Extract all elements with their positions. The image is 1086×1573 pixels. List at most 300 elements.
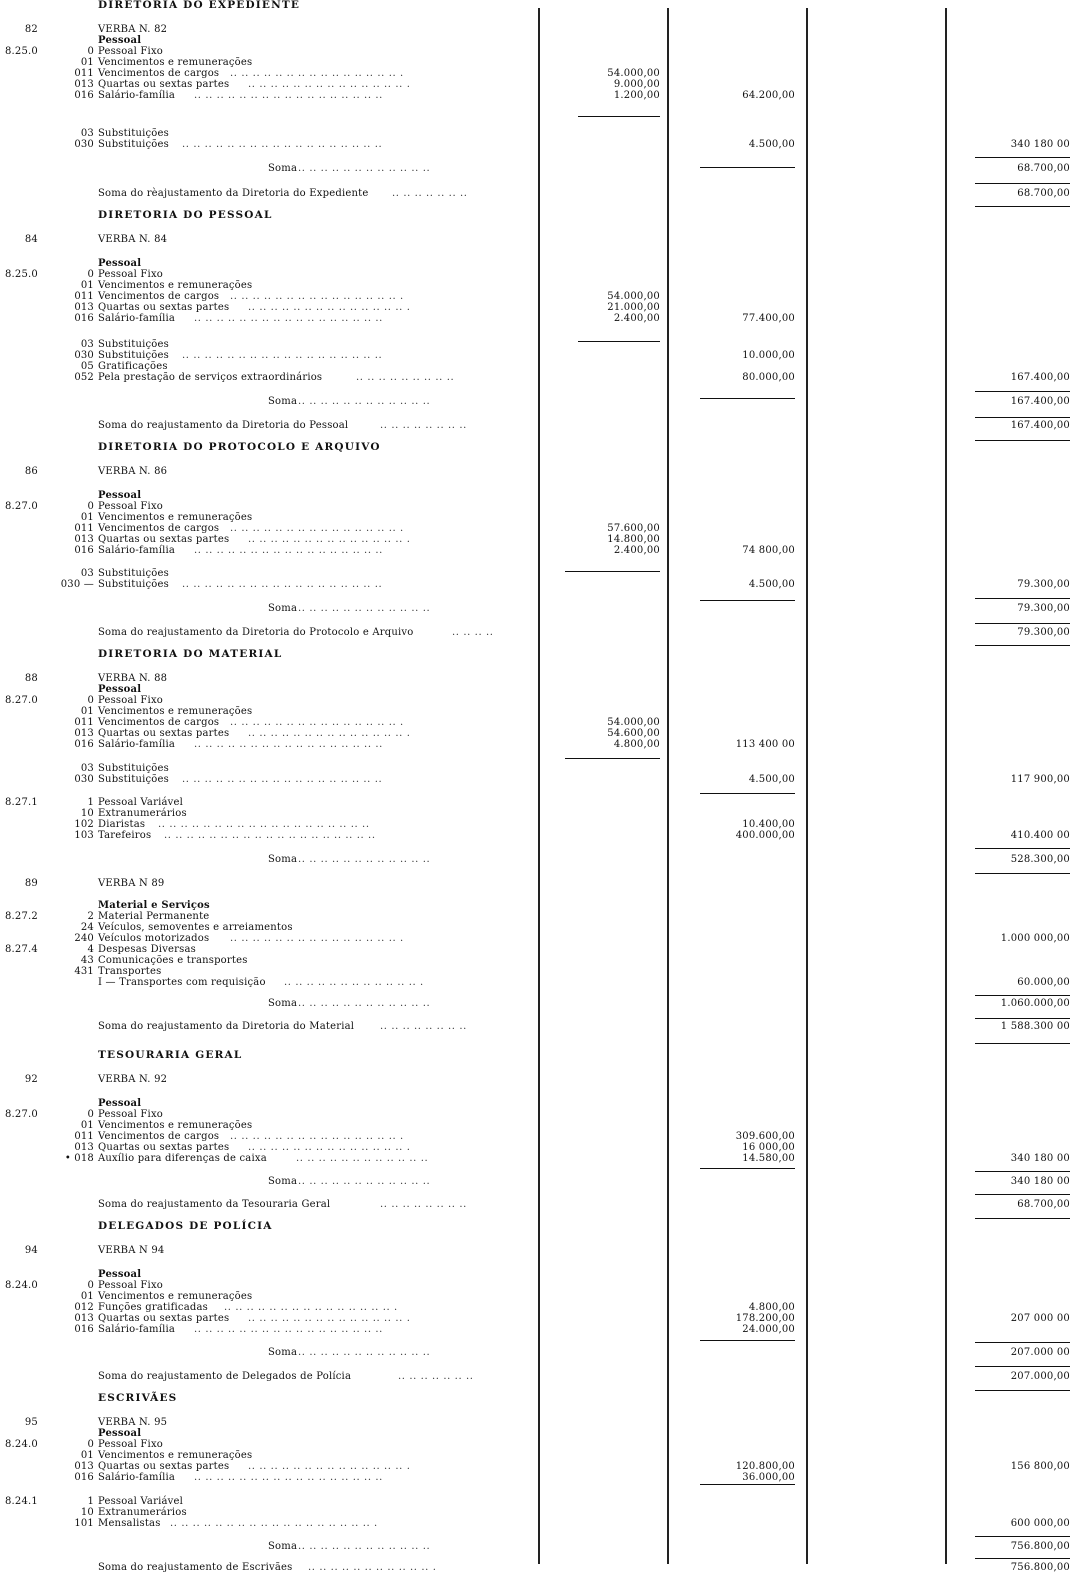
amount-col-3: 79.300,00 <box>1017 579 1070 590</box>
item-code: 013 <box>74 728 94 739</box>
total-rule <box>565 758 660 759</box>
budget-code: 8.27.0 <box>4 1109 38 1120</box>
leader-dots: .. .. .. .. .. .. .. .. .. <box>356 372 455 383</box>
total-rule <box>975 1342 1070 1343</box>
leader-dots: .. .. .. .. .. .. .. .. .. .. .. .. .. .. .. .. .. <box>194 739 383 750</box>
item-code: 4 <box>87 944 94 955</box>
line-description: Substituições <box>98 774 169 785</box>
item-code: 101 <box>74 1518 94 1529</box>
line-description: Vencimentos de cargos <box>98 1131 220 1142</box>
line-description: Salário-família <box>98 1472 176 1483</box>
leader-dots: .. .. .. .. .. .. .. .. .. .. .. .. .. .. .. .. .. .. .. <box>158 819 370 830</box>
leader-dots: .. .. .. .. .. .. .. .. .. .. .. .. .. .. .. . <box>230 68 404 79</box>
line-description: Substituições <box>98 763 169 774</box>
item-code: 01 <box>80 57 94 68</box>
line-description: Pessoal <box>98 1269 142 1280</box>
item-code: 01 <box>80 1291 94 1302</box>
total-rule <box>975 1536 1070 1537</box>
total-rule <box>975 1390 1070 1391</box>
soma-label: Soma <box>268 1541 298 1552</box>
amount-col-1: 2.400,00 <box>613 313 660 324</box>
budget-code: 89 <box>24 878 38 889</box>
item-code: 0 <box>87 46 94 57</box>
amount-col-1: 54.000,00 <box>607 68 660 79</box>
line-description: Comunicações e transportes <box>98 955 248 966</box>
line-description: Salário-família <box>98 1324 176 1335</box>
amount-col-3: 167.400,00 <box>1010 420 1070 431</box>
line-description: VERBA N 89 <box>98 878 165 889</box>
amount-col-3: 528.300,00 <box>1010 854 1070 865</box>
line-description: Substituições <box>98 339 169 350</box>
total-rule <box>975 1558 1070 1559</box>
item-code: 011 <box>74 523 94 534</box>
line-description: Quartas ou sextas partes <box>98 1313 230 1324</box>
line-description: Material Permanente <box>98 911 210 922</box>
leader-dots: .. .. .. .. .. .. .. .. .. .. .. .. .. .. .. . <box>230 1131 404 1142</box>
leader-dots: .. .. .. .. .. .. .. .. .. .. .. .. .. .. . <box>248 1313 411 1324</box>
line-description: Salário-família <box>98 90 176 101</box>
item-code: 10 <box>80 1507 94 1518</box>
budget-code: 82 <box>24 24 38 35</box>
total-rule <box>975 1043 1070 1044</box>
soma-label: Soma <box>268 854 298 865</box>
line-description: Substituições <box>98 139 169 150</box>
line-description: Pessoal Fixo <box>98 695 164 706</box>
item-code: 016 <box>74 1472 94 1483</box>
amount-col-2: 4.500,00 <box>748 579 795 590</box>
column-rule-b <box>667 8 669 1564</box>
line-description: Pessoal Fixo <box>98 501 164 512</box>
line-description: Vencimentos e remunerações <box>98 1291 253 1302</box>
line-description: Extranumerários <box>98 1507 187 1518</box>
amount-col-3: 756.800,00 <box>1010 1562 1070 1573</box>
line-description: Quartas ou sextas partes <box>98 79 230 90</box>
leader-dots: .. .. .. .. .. .. .. .. .. .. .. .. .. .. .. .. .. <box>194 545 383 556</box>
line-description: Vencimentos de cargos <box>98 523 220 534</box>
item-code: 03 <box>80 763 94 774</box>
line-description: Soma do reajustamento de Escrivães <box>98 1562 293 1573</box>
line-description: Substituições <box>98 128 169 139</box>
line-description: Pessoal <box>98 258 142 269</box>
amount-col-3: 167.400,00 <box>1010 396 1070 407</box>
line-description: Salário-família <box>98 739 176 750</box>
budget-code: 8.24.0 <box>4 1439 38 1450</box>
amount-col-1: 54.600,00 <box>607 728 660 739</box>
amount-col-1: 1.200,00 <box>613 90 660 101</box>
leader-dots: .. .. .. .. .. .. .. .. .. .. .. . <box>308 1562 437 1573</box>
line-description: Vencimentos e remunerações <box>98 57 253 68</box>
line-description: Soma do reajustamento da Diretoria do Protocolo e Arquivo <box>98 627 414 638</box>
total-rule <box>975 995 1070 996</box>
amount-col-3: 600 000,00 <box>1010 1518 1070 1529</box>
item-code: 016 <box>74 739 94 750</box>
line-description: Salário-família <box>98 313 176 324</box>
item-code: 030 <box>74 350 94 361</box>
line-description: Vencimentos de cargos <box>98 291 220 302</box>
item-code: 011 <box>74 1131 94 1142</box>
amount-col-3: 68.700,00 <box>1017 1199 1070 1210</box>
budget-code: 92 <box>24 1074 38 1085</box>
line-description: Pessoal <box>98 684 142 695</box>
item-code: 016 <box>74 1324 94 1335</box>
leader-dots: .. .. .. .. .. .. .. .. .. .. .. .. <box>298 998 431 1009</box>
item-code: 052 <box>74 372 94 383</box>
amount-col-3: 68.700,00 <box>1017 188 1070 199</box>
line-description: Funções gratificadas <box>98 1302 208 1313</box>
line-description: VERBA N 94 <box>98 1245 165 1256</box>
total-rule <box>700 167 795 168</box>
amount-col-3: 117 900,00 <box>1010 774 1070 785</box>
section-heading: DELEGADOS DE POLÍCIA <box>98 1220 273 1232</box>
budget-code: 8.25.0 <box>4 269 38 280</box>
line-description: Extranumerários <box>98 808 187 819</box>
column-rule-d <box>945 8 947 1564</box>
amount-col-1: 54.000,00 <box>607 291 660 302</box>
line-description: I — Transportes com requisição <box>98 977 266 988</box>
amount-col-3: 156 800,00 <box>1010 1461 1070 1472</box>
line-description: Veículos, semoventes e arreiamentos <box>98 922 293 933</box>
leader-dots: .. .. .. .. .. .. .. .. .. .. .. .. .. .. .. . <box>230 933 404 944</box>
leader-dots: .. .. .. .. .. .. .. .. .. .. .. .. .. .. . <box>248 1461 411 1472</box>
leader-dots: .. .. .. .. .. .. .. .. .. .. .. .. .. .. .. .. .. .. . <box>170 1518 378 1529</box>
leader-dots: .. .. .. .. .. .. .. .. .. .. .. .. .. .. .. .. .. .. <box>182 579 383 590</box>
amount-col-2: 77.400,00 <box>742 313 795 324</box>
leader-dots: .. .. .. .. .. .. .. .. .. .. .. .. <box>298 1176 431 1187</box>
leader-dots: .. .. .. .. .. .. .. .. .. .. .. .. .. .. .. .. .. <box>194 313 383 324</box>
leader-dots: .. .. .. .. .. .. .. .. .. .. .. .. .. .. .. . <box>230 291 404 302</box>
total-rule <box>700 793 795 794</box>
line-description: Pessoal <box>98 1428 142 1439</box>
amount-col-3: 1.060.000,00 <box>1000 998 1070 1009</box>
line-description: VERBA N. 86 <box>98 466 168 477</box>
total-rule <box>565 571 660 572</box>
line-description: Despesas Diversas <box>98 944 196 955</box>
item-code: 10 <box>80 808 94 819</box>
amount-col-2: 80.000,00 <box>742 372 795 383</box>
line-description: Pessoal Variável <box>98 797 183 808</box>
section-heading: DIRETORIA DO MATERIAL <box>98 648 283 660</box>
total-rule <box>975 417 1070 418</box>
leader-dots: .. .. .. .. .. .. .. .. <box>380 1021 467 1032</box>
total-rule <box>975 1018 1070 1019</box>
leader-dots: .. .. .. .. .. .. .. .. .. .. .. .. .. .. . <box>248 534 411 545</box>
line-description: Pessoal <box>98 35 142 46</box>
leader-dots: .. .. .. .. .. .. .. .. .. .. .. .. <box>298 1541 431 1552</box>
amount-col-2: 10.400,00 <box>742 819 795 830</box>
total-rule <box>700 600 795 601</box>
leader-dots: .. .. .. .. .. .. .. .. .. .. .. .. .. .. .. .. .. <box>194 90 383 101</box>
leader-dots: .. .. .. .. .. .. .. .. <box>380 1199 467 1210</box>
item-code: 013 <box>74 1142 94 1153</box>
amount-col-3: 1 588.300 00 <box>1000 1021 1070 1032</box>
line-description: Pessoal Fixo <box>98 46 164 57</box>
amount-col-2: 4.800,00 <box>748 1302 795 1313</box>
item-code: 013 <box>74 302 94 313</box>
budget-code: 95 <box>24 1417 38 1428</box>
soma-label: Soma <box>268 1347 298 1358</box>
budget-code: 84 <box>24 234 38 245</box>
line-description: Pessoal Fixo <box>98 1280 164 1291</box>
item-code: 24 <box>80 922 94 933</box>
line-description: Vencimentos de cargos <box>98 68 220 79</box>
item-code: 016 <box>74 313 94 324</box>
line-description: Vencimentos e remunerações <box>98 512 253 523</box>
item-code: 1 <box>87 797 94 808</box>
amount-col-3: 79.300,00 <box>1017 603 1070 614</box>
amount-col-2: 178.200,00 <box>735 1313 795 1324</box>
item-code: 05 <box>80 361 94 372</box>
total-rule <box>975 157 1070 158</box>
item-code: 016 <box>74 90 94 101</box>
item-code: 013 <box>74 1313 94 1324</box>
item-code: 0 <box>87 501 94 512</box>
leader-dots: .. .. .. .. .. .. .. .. .. .. .. .. .. .. .. .. .. .. <box>182 350 383 361</box>
line-description: Veículos motorizados <box>98 933 210 944</box>
leader-dots: .. .. .. .. .. .. .. .. .. .. .. .. .. .. . <box>248 302 411 313</box>
column-rule-c <box>806 8 808 1564</box>
item-code: 013 <box>74 1461 94 1472</box>
line-description: Diaristas <box>98 819 146 830</box>
amount-col-2: 64.200,00 <box>742 90 795 101</box>
leader-dots: .. .. .. .. .. .. .. .. .. .. .. .. <box>298 603 431 614</box>
amount-col-3: 60.000,00 <box>1017 977 1070 988</box>
section-heading: ESCRIVÃES <box>98 1392 178 1404</box>
item-code: 016 <box>74 545 94 556</box>
line-description: Quartas ou sextas partes <box>98 534 230 545</box>
line-description: Vencimentos e remunerações <box>98 1450 253 1461</box>
leader-dots: .. .. .. .. <box>452 627 494 638</box>
item-code: 01 <box>80 1450 94 1461</box>
amount-col-2: 36.000,00 <box>742 1472 795 1483</box>
amount-col-1: 21.000,00 <box>607 302 660 313</box>
item-code: 013 <box>74 534 94 545</box>
section-heading: DIRETORIA DO PROTOCOLO E ARQUIVO <box>98 441 381 453</box>
total-rule <box>975 440 1070 441</box>
leader-dots: .. .. .. .. .. .. .. <box>392 188 468 199</box>
leader-dots: .. .. .. .. .. .. .. .. .. .. .. .. <box>298 854 431 865</box>
item-code: 0 <box>87 269 94 280</box>
item-code: 013 <box>74 79 94 90</box>
item-code: 240 <box>74 933 94 944</box>
amount-col-2: 309.600,00 <box>735 1131 795 1142</box>
amount-col-3: 1.000 000,00 <box>1000 933 1070 944</box>
item-code: 030 <box>74 139 94 150</box>
item-code: 431 <box>74 966 94 977</box>
budget-code: 86 <box>24 466 38 477</box>
line-description: Mensalistas <box>98 1518 161 1529</box>
amount-col-3: 410.400 00 <box>1010 830 1070 841</box>
amount-col-3: 68.700,00 <box>1017 163 1070 174</box>
column-rule-a <box>538 8 540 1564</box>
amount-col-3: 207.000,00 <box>1010 1371 1070 1382</box>
budget-code: 8.24.1 <box>4 1496 38 1507</box>
amount-col-1: 14.800,00 <box>607 534 660 545</box>
item-code: 43 <box>80 955 94 966</box>
total-rule <box>975 623 1070 624</box>
line-description: Pessoal Variável <box>98 1496 183 1507</box>
line-description: Vencimentos e remunerações <box>98 280 253 291</box>
item-code: 03 <box>80 128 94 139</box>
total-rule <box>578 341 660 342</box>
total-rule <box>975 1218 1070 1219</box>
budget-code: 94 <box>24 1245 38 1256</box>
leader-dots: .. .. .. .. .. .. .. .. <box>380 420 467 431</box>
line-description: Pessoal <box>98 1098 142 1109</box>
amount-col-2: 10.000,00 <box>742 350 795 361</box>
amount-col-2: 400.000,00 <box>735 830 795 841</box>
item-code: 011 <box>74 68 94 79</box>
item-code: 2 <box>87 911 94 922</box>
section-heading: TESOURARIA GERAL <box>98 1049 243 1061</box>
line-description: Soma do reajustamento de Delegados de Polícia <box>98 1371 352 1382</box>
budget-code: 8.27.2 <box>4 911 38 922</box>
item-code: 01 <box>80 1120 94 1131</box>
leader-dots: .. .. .. .. .. .. .. .. .. .. .. .. .. .. . <box>248 1142 411 1153</box>
line-description: Auxílio para diferenças de caixa <box>98 1153 267 1164</box>
leader-dots: .. .. .. .. .. .. .. .. .. .. .. .. .. .. .. .. .. .. <box>182 139 383 150</box>
item-code: 011 <box>74 717 94 728</box>
line-description: Substituições <box>98 568 169 579</box>
line-description: Quartas ou sextas partes <box>98 1142 230 1153</box>
item-code: 0 <box>87 1280 94 1291</box>
line-description: Soma do reajustamento da Diretoria do Material <box>98 1021 355 1032</box>
item-code: 102 <box>74 819 94 830</box>
line-description: VERBA N. 88 <box>98 673 168 684</box>
amount-col-2: 16 000,00 <box>742 1142 795 1153</box>
amount-col-1: 57.600,00 <box>607 523 660 534</box>
total-rule <box>975 873 1070 874</box>
line-description: VERBA N. 92 <box>98 1074 168 1085</box>
budget-code: 8.27.4 <box>4 944 38 955</box>
item-code: 0 <box>87 1439 94 1450</box>
total-rule <box>975 1171 1070 1172</box>
line-description: Soma do rèajustamento da Diretoria do Expediente <box>98 188 369 199</box>
budget-code: 88 <box>24 673 38 684</box>
soma-label: Soma <box>268 163 298 174</box>
leader-dots: .. .. .. .. .. .. .. .. .. .. .. .. . <box>284 977 424 988</box>
budget-code: 8.27.0 <box>4 695 38 706</box>
amount-col-2: 113 400 00 <box>735 739 795 750</box>
leader-dots: .. .. .. .. .. .. .. .. .. .. .. .. <box>298 163 431 174</box>
leader-dots: .. .. .. .. .. .. .. <box>398 1371 474 1382</box>
line-description: Quartas ou sextas partes <box>98 1461 230 1472</box>
leader-dots: .. .. .. .. .. .. .. .. .. .. .. .. <box>298 1347 431 1358</box>
item-code: 103 <box>74 830 94 841</box>
budget-code: 8.27.0 <box>4 501 38 512</box>
line-description: Pessoal Fixo <box>98 1109 164 1120</box>
amount-col-2: 120.800,00 <box>735 1461 795 1472</box>
total-rule <box>975 206 1070 207</box>
item-code: 1 <box>87 1496 94 1507</box>
amount-col-3: 756.800,00 <box>1010 1541 1070 1552</box>
line-description: Pessoal Fixo <box>98 1439 164 1450</box>
item-code: 0 <box>87 1109 94 1120</box>
total-rule <box>578 116 660 117</box>
line-description: Pela prestação de serviços extraordinários <box>98 372 323 383</box>
line-description: Transportes <box>98 966 162 977</box>
amount-col-3: 207 000 00 <box>1010 1313 1070 1324</box>
line-description: Vencimentos e remunerações <box>98 1120 253 1131</box>
amount-col-1: 54.000,00 <box>607 717 660 728</box>
amount-col-2: 14.580,00 <box>742 1153 795 1164</box>
leader-dots: .. .. .. .. .. .. .. .. .. .. .. .. .. .. . <box>248 79 411 90</box>
leader-dots: .. .. .. .. .. .. .. .. .. .. .. .. .. .. .. . <box>224 1302 398 1313</box>
leader-dots: .. .. .. .. .. .. .. .. .. .. .. .. <box>298 396 431 407</box>
leader-dots: .. .. .. .. .. .. .. .. .. .. .. .. .. .. .. .. .. .. .. <box>164 830 376 841</box>
amount-col-2: 4.500,00 <box>748 774 795 785</box>
leader-dots: .. .. .. .. .. .. .. .. .. .. .. .. .. .. .. .. .. <box>194 1324 383 1335</box>
soma-label: Soma <box>268 998 298 1009</box>
total-rule <box>700 1484 795 1485</box>
section-heading: DIRETORIA DO EXPEDIENTE <box>98 0 301 11</box>
total-rule <box>975 645 1070 646</box>
line-description: VERBA N. 82 <box>98 24 168 35</box>
total-rule <box>975 598 1070 599</box>
item-code: 011 <box>74 291 94 302</box>
line-description: Pessoal <box>98 490 142 501</box>
line-description: Soma do reajustamento da Tesouraria Geral <box>98 1199 331 1210</box>
item-code: 03 <box>80 339 94 350</box>
line-description: VERBA N. 95 <box>98 1417 168 1428</box>
line-description: Salário-família <box>98 545 176 556</box>
total-rule <box>700 398 795 399</box>
amount-col-3: 207.000 00 <box>1010 1347 1070 1358</box>
section-heading: DIRETORIA DO PESSOAL <box>98 209 273 221</box>
budget-code: 8.24.0 <box>4 1280 38 1291</box>
total-rule <box>700 1168 795 1169</box>
total-rule <box>975 1194 1070 1195</box>
leader-dots: .. .. .. .. .. .. .. .. .. .. .. .. .. .. .. . <box>230 717 404 728</box>
amount-col-1: 9.000,00 <box>613 79 660 90</box>
item-code: 03 <box>80 568 94 579</box>
leader-dots: .. .. .. .. .. .. .. .. .. .. .. .. .. .. .. . <box>230 523 404 534</box>
total-rule <box>975 848 1070 849</box>
item-code: • 018 <box>64 1153 94 1164</box>
line-description: Vencimentos e remunerações <box>98 706 253 717</box>
amount-col-1: 4.800,00 <box>613 739 660 750</box>
amount-col-3: 167.400,00 <box>1010 372 1070 383</box>
item-code: 030 — <box>60 579 94 590</box>
item-code: 01 <box>80 706 94 717</box>
total-rule <box>975 391 1070 392</box>
leader-dots: .. .. .. .. .. .. .. .. .. .. .. .. .. .. .. .. .. <box>194 1472 383 1483</box>
amount-col-3: 340 180 00 <box>1010 1153 1070 1164</box>
amount-col-3: 340 180 00 <box>1010 139 1070 150</box>
leader-dots: .. .. .. .. .. .. .. .. .. .. .. .. .. .. . <box>248 728 411 739</box>
amount-col-3: 79.300,00 <box>1017 627 1070 638</box>
line-description: Material e Serviços <box>98 900 210 911</box>
line-description: Substituições <box>98 579 169 590</box>
budget-code: 8.25.0 <box>4 46 38 57</box>
line-description: Quartas ou sextas partes <box>98 728 230 739</box>
total-rule <box>975 183 1070 184</box>
amount-col-2: 74 800,00 <box>742 545 795 556</box>
soma-label: Soma <box>268 396 298 407</box>
total-rule <box>700 1340 795 1341</box>
soma-label: Soma <box>268 1176 298 1187</box>
budget-code: 8.27.1 <box>4 797 38 808</box>
item-code: 0 <box>87 695 94 706</box>
soma-label: Soma <box>268 603 298 614</box>
line-description: Pessoal Fixo <box>98 269 164 280</box>
amount-col-2: 4.500,00 <box>748 139 795 150</box>
line-description: VERBA N. 84 <box>98 234 168 245</box>
line-description: Soma do reajustamento da Diretoria do Pessoal <box>98 420 349 431</box>
line-description: Quartas ou sextas partes <box>98 302 230 313</box>
item-code: 012 <box>74 1302 94 1313</box>
line-description: Vencimentos de cargos <box>98 717 220 728</box>
leader-dots: .. .. .. .. .. .. .. .. .. .. .. .. .. .. .. .. .. .. <box>182 774 383 785</box>
